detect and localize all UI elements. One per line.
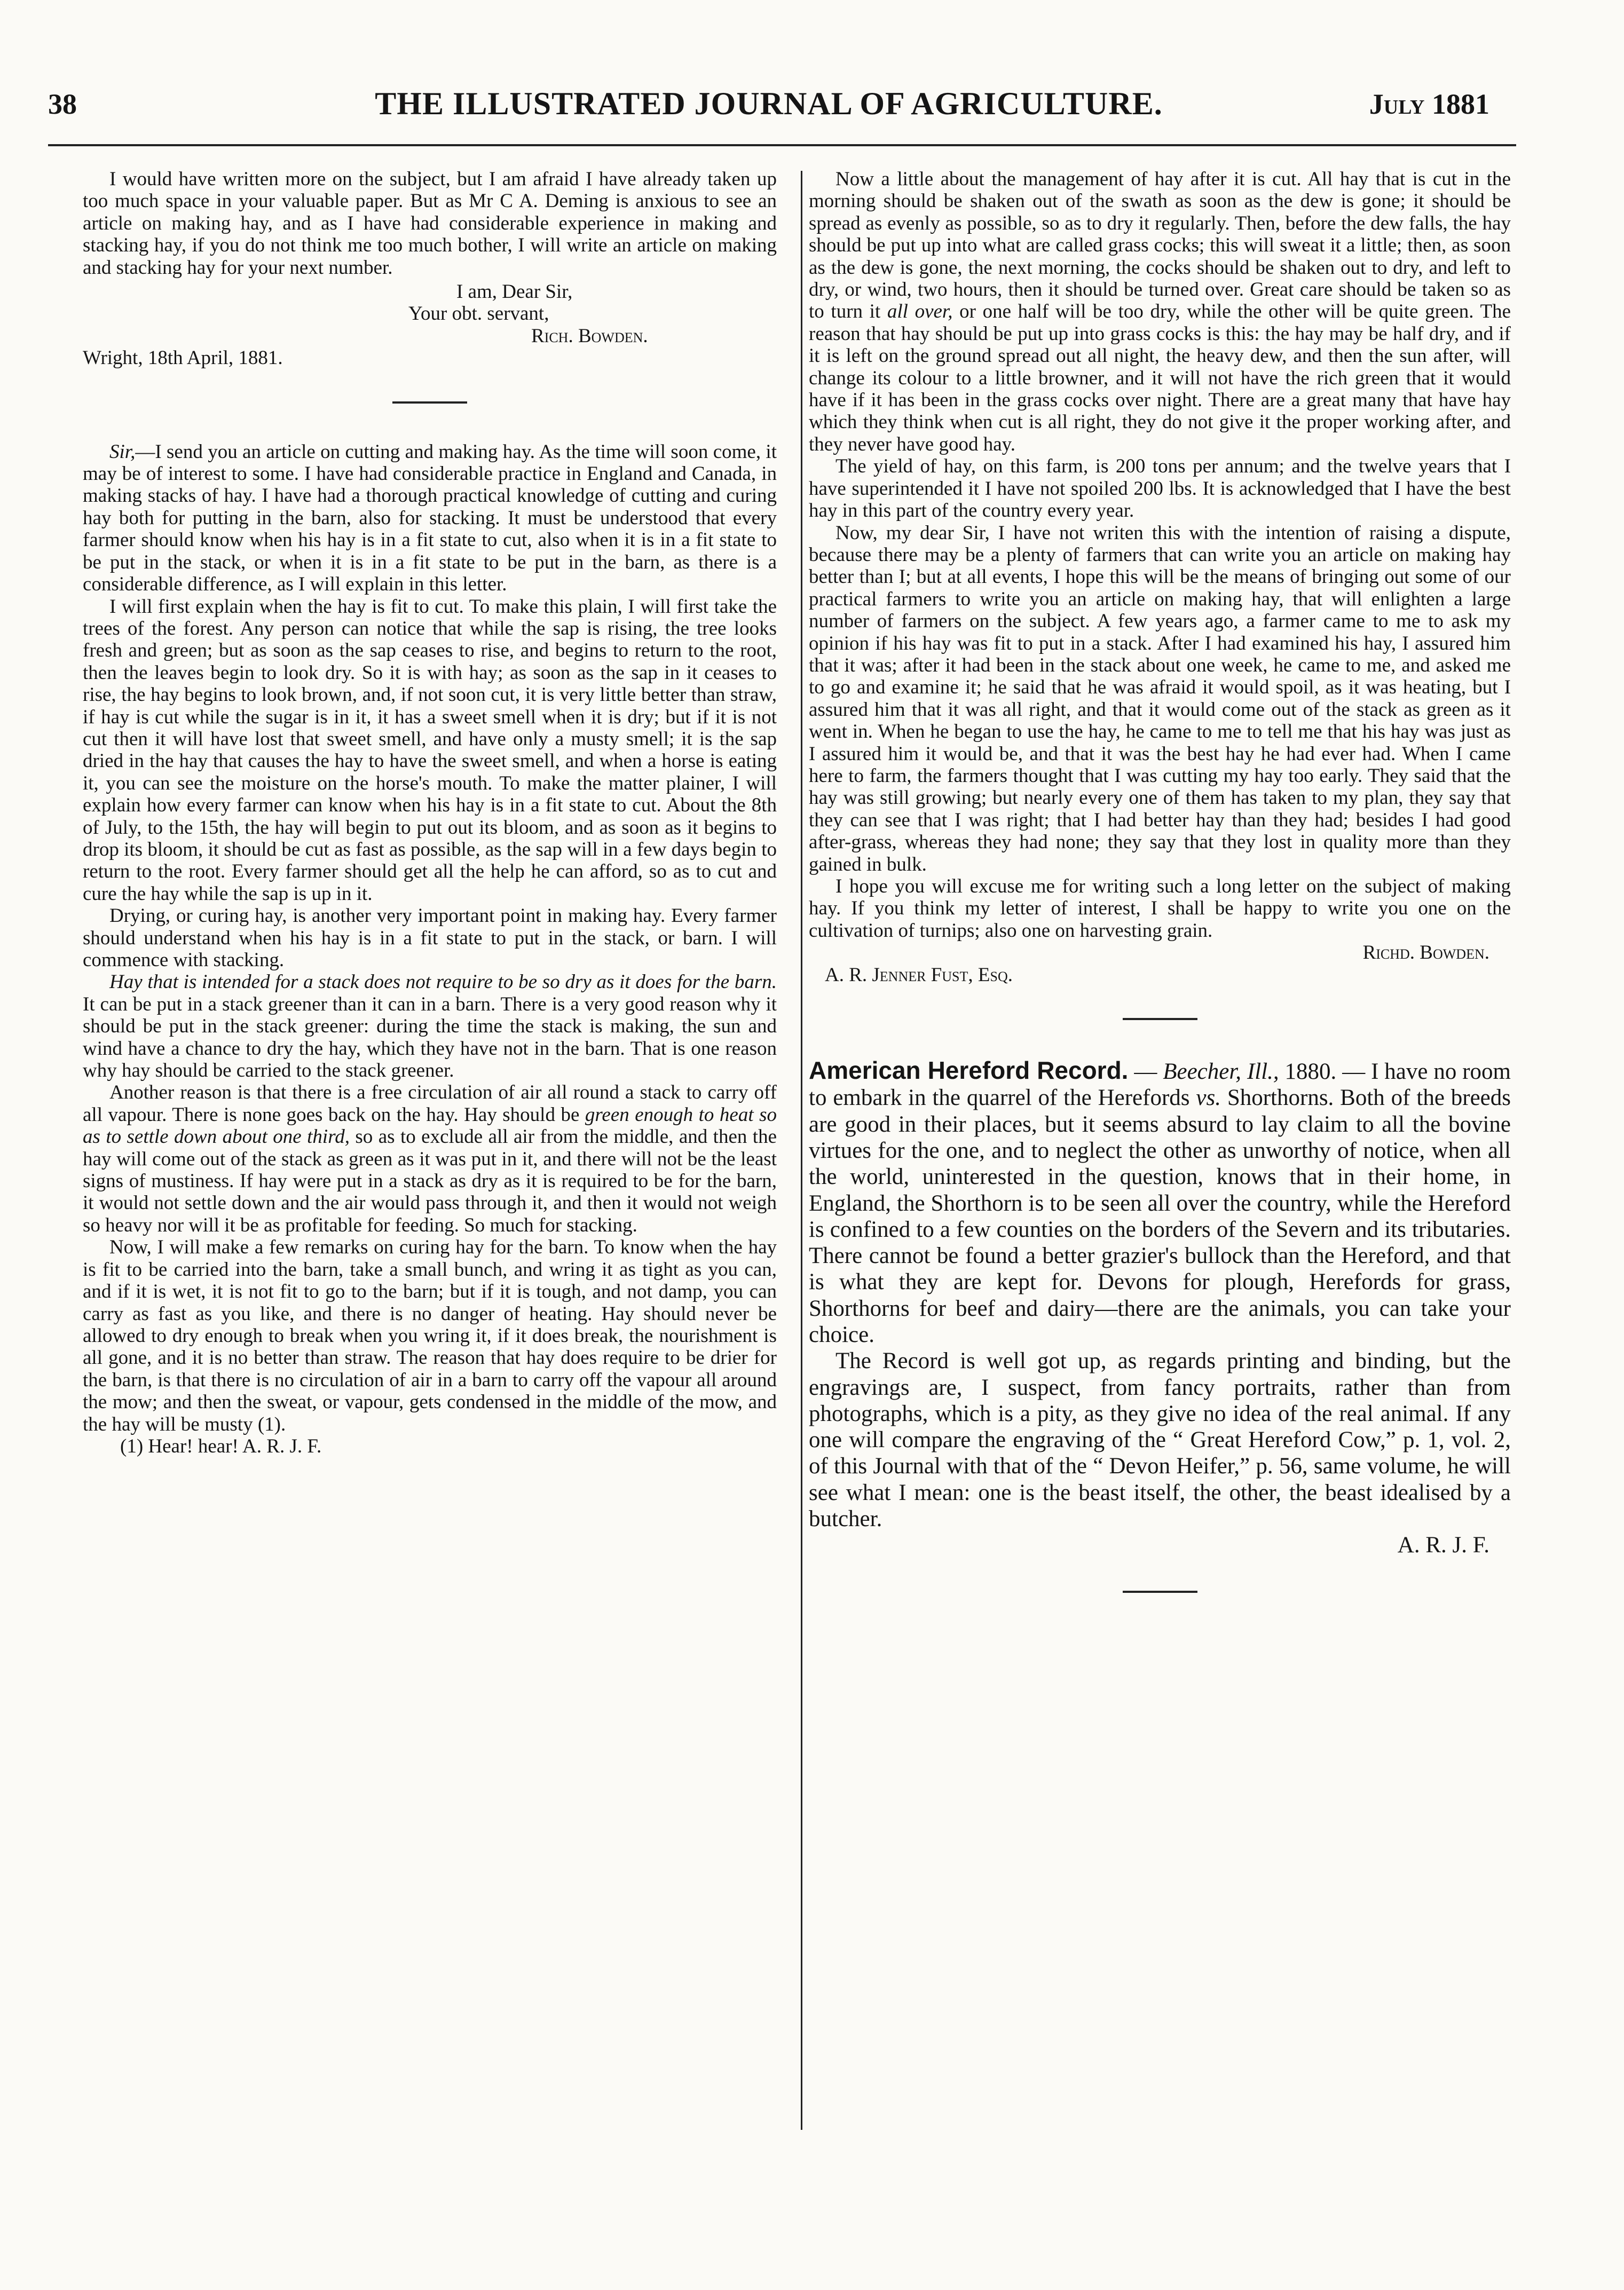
letter-intro-paragraph: I would have written more on the subject, but I am afraid I have already taken up too much space in your valuable paper. But as Mr C A. Deming is anxious to see an article on making hay, and as I have had considerable experience in making and stacking hay, if you do not think me too much bother, I will write an article on making and stacking hay for your next number. [83,168,777,279]
left-column [83,168,777,1457]
record-signature: A. R. J. F. [1397,1533,1489,1558]
article-paragraph: Hay that is intended for a stack does not require to be so dry as it does for the barn. It can be put in a stack greener than it can in a barn. There is a very good reason why it should be put in the stack greener: during the time the stack is making, the sun and wind have a chance to dry the hay, which they have not in the barn. That is one reason why hay should be carried to the stack greener. [83,971,777,1082]
record-paragraph: American Hereford Record. — Beecher, Ill., 1880. — I have no room to embark in the quarrel of the Herefords vs. Shorthorns. Both of the breeds are good in their places, but it seems absurd to lay claim to all the bovine virtues for the one, and to neglect the other as unworthy of notice, when all the world, uninterested in the question, knows that in their home, in England, the Shorthorn is to be seen all over the country, while the Hereford is confined to a few counties on the borders of the Severn and its tributaries. There cannot be found a better grazier's bullock than the Hereford, and that is what they are kept for. Devons for plough, Herefords for grass, Shorthorns for beef and dairy—there are the animals, you can take your choice. [809,1056,1511,1347]
closing-salutation: I am, Dear Sir, [456,281,573,303]
article-paragraph: Now, I will make a few remarks on curing hay for the barn. To know when the hay is fit to be carried into the barn, take a small bunch, and wring it as tight as you can, and if it is wet, it is not fit to go to the barn; but if it is tough, and not damp, you can carry as fast as you like, and there is no danger of heating. Hay should never be allowed to dry enough to break when you wring it, if it does break, the nourishment is all gone, and it is no better than straw. The reason that hay does require to be drier for the barn, is that there is no circulation of air in a barn to carry off the vapour all around the mow; and then the sweat, or vapour, gets condensed in the middle of the mow, and the hay will be musty (1). [83,1236,777,1435]
hereford-record-article [809,1057,1511,1559]
section-rule [392,401,467,404]
page-header [48,85,1489,133]
letter-closing [83,281,777,347]
closing-signature: Rich. Bowden. [531,325,648,347]
footnote: (1) Hear! hear! A. R. J. F. [120,1435,322,1457]
record-title: American Hereford Record. [809,1056,1129,1085]
article-paragraph: Now, my dear Sir, I have not writen this with the intention of raising a dispute, because there may be a plenty of farmers that can write you an article on making hay better than I; but at all events, I hope this will be the means of bringing out some of our practical farmers to write you an article on making hay, that will enlighten a large number of farmers on the subject. A few years ago, a farmer came to me to ask my opinion if his hay was fit to put in a stack. After I had examined his hay, I assured him that it was; after it had been in the stack about one week, he came to me, and asked me to go and examine it; he said that he was afraid it would spoil, as it was heating, but I assured him that it was all right, and that it would come out of the stack as green as it went in. When he began to use the hay, he came to me to tell me that his hay was just as I assured him it would be, and that it was the best hay he had ever had. When I came here to farm, the farmers thought that I was cutting my hay too early. They said that the hay was still growing; but nearly every one of them has taken to my plan, they say that they can see that I was right; that I had better hay than they had; besides I had good after-grass, whereas they had none; they say that they lost in quality more than they gained in bulk. [809,522,1511,875]
column-divider [801,171,802,2130]
record-source: Beecher, Ill., [1163,1059,1279,1085]
article-paragraph: I will first explain when the hay is fit to cut. To make this plain, I will first take the trees of the forest. Any person can notice that while the sap is rising, the tree looks fresh and green; but as soon as the sap ceases to rise, and begins to return to the root, then the leaves begin to look dry. So it is with hay; as soon as the sap in it ceases to rise, the hay begins to look brown, and, if not soon cut, it is very little better than straw, if hay is cut while the sugar is in it, it has a sweet smell when it is dry; but if it is not cut then it will have lost that sweet smell, and have only a musty smell; it is the sap dried in the hay that causes the hay to have the sweet smell, and when a horse is eating it, you can see the moisture on the horse's mouth. To make the matter plainer, I will explain how every farmer can know when his hay is in a fit state to cut. About the 8th of July, to the 15th, the hay will begin to put out its bloom, and as soon as it begins to drop its bloom, it should be cut as fast as possible, as the sap will in a few days begin to return to the root. Every farmer should get all the help he can afford, so as to cut and cure the hay while the sap is up in it. [83,595,777,905]
section-rule [1123,1591,1197,1593]
article-paragraph: I hope you will excuse me for writing such a long letter on the subject of making hay. If you think my letter of interest, I shall be happy to write you one on the cultivation of turnips; also one on harvesting grain. [809,875,1511,942]
header-rule [48,144,1516,146]
issue-date: July 1881 [1369,88,1489,120]
article-paragraph: Now a little about the management of hay after it is cut. All hay that is cut in the morning should be shaken out of the swath as soon as the dew is gone; it should be spread as evenly as possible, so as to dry it regularly. Then, before the dew falls, the hay should be put up into what are called grass cocks; this will sweat it a little; then, as soon as the dew is gone, the next morning, the cocks should be shaken out to dry, and left to dry, or wind, two hours, then it should be turned over. Great care should be taken so as to turn it all over, or one half will be too dry, while the other will be quite green. The reason that hay should be put up into grass cocks is this: the hay may be half dry, and if it is left on the ground spread out all night, the heavy dew, and then the sun after, will change its colour to a little browner, and it will not have the rich green that it would have if it has been in the grass cocks over night. There are a great many that have hay which they think when cut is all right, they do not give it the proper working after, and they never have good hay. [809,168,1511,455]
journal-title: THE ILLUSTRATED JOURNAL OF AGRICULTURE. [375,86,1163,121]
letter-signature: Richd. Bowden. [1362,942,1489,964]
letter-addressee: A. R. Jenner Fust, Esq. [825,964,1013,986]
page-number: 38 [48,88,77,120]
section-rule [1123,1018,1197,1020]
article-paragraph: Another reason is that there is a free circulation of air all round a stack to carry off all vapour. There is none goes back on the hay. Hay should be green enough to heat so as to settle down about one third, so as to exclude all air from the middle, and then the hay will come out of the stack as green as it was put in it, and there will not be the least signs of mustiness. If hay were put in a stack as dry as it is required to be for the barn, it would not settle down and the air would pass through it, and then it would not weigh so heavy nor will it be as profitable for feeding. So much for stacking. [83,1081,777,1236]
article-paragraph: The yield of hay, on this farm, is 200 tons per annum; and the twelve years that I have superintended it I have not spoiled 200 lbs. It is acknowledged that I have the best hay in this part of the country every year. [809,455,1511,522]
letter-dateline: Wright, 18th April, 1881. [83,347,283,369]
closing-servant: Your obt. servant, [408,303,549,325]
record-paragraph: The Record is well got up, as regards printing and binding, but the engravings are, I suspect, from fancy portraits, rather than from photographs, which is a pity, as they give no idea of the real animal. If any one will compare the engraving of the “ Great Hereford Cow,” p. 1, vol. 2, of this Journal with that of the “ Devon Heifer,” p. 56, same volume, he will see what I mean: one is the beast itself, the other, the beast idealised by a butcher. [809,1348,1511,1532]
salutation-sir: Sir, [109,440,136,463]
article-paragraph: Drying, or curing hay, is another very important point in making hay. Every farmer should understand when his hay is in a fit state to put in the stack, or barn. I will commence with stacking. [83,905,777,971]
article-paragraph: Sir,—I send you an article on cutting and making hay. As the time will soon come, it may be of interest to some. I have had considerable practice in England and Canada, in making stacks of hay. I have had a thorough practical knowledge of cutting and curing hay both for putting in the barn, also for stacking. It must be understood that every farmer should know when his hay is in a fit state to cut, also when it is in a fit state to be put in the stack, or when it is in a fit state to be put in the barn, as there is a considerable difference, as I will explain in this letter. [83,440,777,596]
right-column [809,168,1511,1630]
